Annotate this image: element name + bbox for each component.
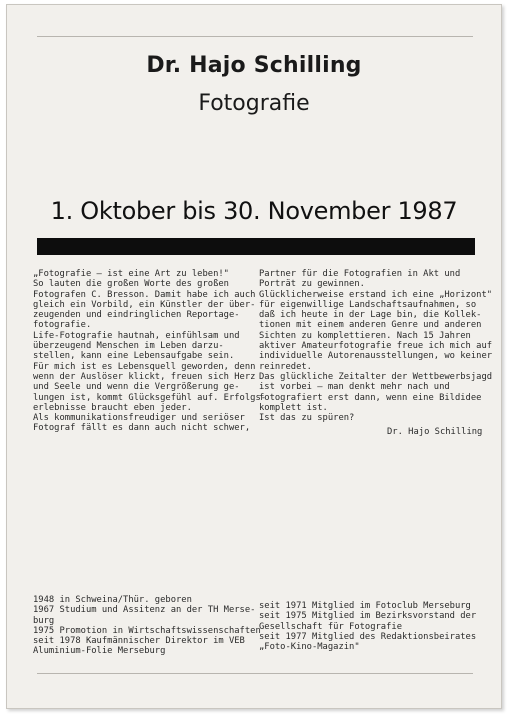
body-line: Für mich ist es Lebensquell geworden, denn bbox=[33, 361, 256, 372]
body-line: komplett ist. bbox=[259, 402, 328, 413]
body-line: aktiver Amateurfotografie freue ich mich auf bbox=[259, 341, 493, 352]
bio-line: burg bbox=[33, 615, 55, 626]
body-column-left bbox=[33, 269, 266, 434]
body-line: für eigenwillige Landschaftsaufnahmen, so bbox=[259, 299, 477, 310]
body-line: zeugenden und eindringlichen Reportage- bbox=[33, 310, 240, 321]
bio-line: Gesellschaft für Fotografie bbox=[259, 621, 402, 632]
body-line: gleich ein Vorbild, ein Künstler der über- bbox=[33, 299, 256, 310]
body-line: daß ich heute in der Lage bin, die Kollek- bbox=[259, 310, 482, 321]
bio-line: seit 1975 Mitglied im Bezirksvorstand der bbox=[259, 611, 477, 622]
body-line: und Seele und wenn die Vergrößerung ge- bbox=[33, 382, 240, 393]
bio-line: 1967 Studium und Assitenz an der TH Merse- bbox=[33, 605, 256, 616]
body-line: ist vorbei — man denkt mehr nach und bbox=[259, 382, 450, 393]
body-line: tionen mit einem anderen Genre und anderen bbox=[259, 320, 482, 331]
black-bar-divider bbox=[37, 238, 475, 255]
body-line: Fotografen C. Bresson. Damit habe ich auch bbox=[33, 289, 256, 300]
body-line: Partner für die Fotografien in Akt und bbox=[259, 269, 461, 279]
body-line: stellen, kann eine Lebensaufgabe sein. bbox=[33, 351, 235, 362]
subtitle: Fotografie bbox=[198, 91, 310, 116]
body-line: Als kommunikationsfreudiger und seriöser bbox=[33, 413, 245, 424]
body-line: Porträt zu gewinnen. bbox=[259, 279, 365, 290]
body-line: erlebnisse braucht eben jeder. bbox=[33, 402, 192, 413]
body-line: individuelle Autorenausstellungen, wo keiner bbox=[259, 351, 493, 362]
bio-line: Aluminium-Folie Merseburg bbox=[33, 646, 166, 657]
author-name: Dr. Hajo Schilling bbox=[146, 53, 362, 78]
signature: Dr. Hajo Schilling bbox=[387, 427, 483, 438]
bio-line: seit 1977 Mitglied des Redaktionsbeirates bbox=[259, 631, 477, 642]
bio-line: „Foto-Kino-Magazin" bbox=[259, 642, 360, 653]
body-line: So lauten die großen Worte des großen bbox=[33, 279, 229, 290]
bio-column-left bbox=[33, 595, 261, 657]
body-line: überzeugend Menschen im Leben darzu- bbox=[33, 341, 224, 352]
body-line: Sichten zu komplettieren. Nach 15 Jahren bbox=[259, 330, 471, 341]
exhibition-dates: 1. Oktober bis 30. November 1987 bbox=[50, 197, 458, 225]
body-line: „Fotografie — ist eine Art zu leben!" bbox=[33, 269, 229, 279]
body-line: reinredet. bbox=[259, 361, 312, 372]
bio-line: 1948 in Schweina/Thür. geboren bbox=[33, 595, 192, 605]
bio-line: seit 1978 Kaufmännischer Direktor im VEB bbox=[33, 636, 245, 647]
body-line: Life-Fotografie hautnah, einfühlsam und bbox=[33, 330, 240, 341]
bottom-rule bbox=[37, 673, 473, 674]
body-line: fotografiert erst dann, wenn eine Bildidee bbox=[259, 392, 482, 403]
body-line: Glücklicherweise erstand ich eine „Horizont" bbox=[259, 289, 493, 300]
body-line: lungen ist, kommt Glücksgefühl auf. Erfolgs- bbox=[33, 392, 267, 403]
bio-column-right bbox=[259, 601, 476, 652]
top-rule bbox=[37, 36, 473, 37]
body-line: wenn der Auslöser klickt, freuen sich Herz bbox=[33, 371, 256, 382]
bio-line: 1975 Promotion in Wirtschaftswissenschaften bbox=[33, 625, 261, 636]
bio-line: seit 1971 Mitglied im Fotoclub Merseburg bbox=[259, 601, 471, 611]
document-page bbox=[6, 4, 502, 709]
body-line: Fotograf fällt es dann auch nicht schwer, bbox=[33, 423, 251, 434]
body-line: Ist das zu spüren? bbox=[259, 413, 355, 424]
body-column-right bbox=[259, 269, 492, 438]
body-line: fotografie. bbox=[33, 320, 92, 331]
body-line: Das glückliche Zeitalter der Wettbewerbsjagd bbox=[259, 371, 493, 382]
